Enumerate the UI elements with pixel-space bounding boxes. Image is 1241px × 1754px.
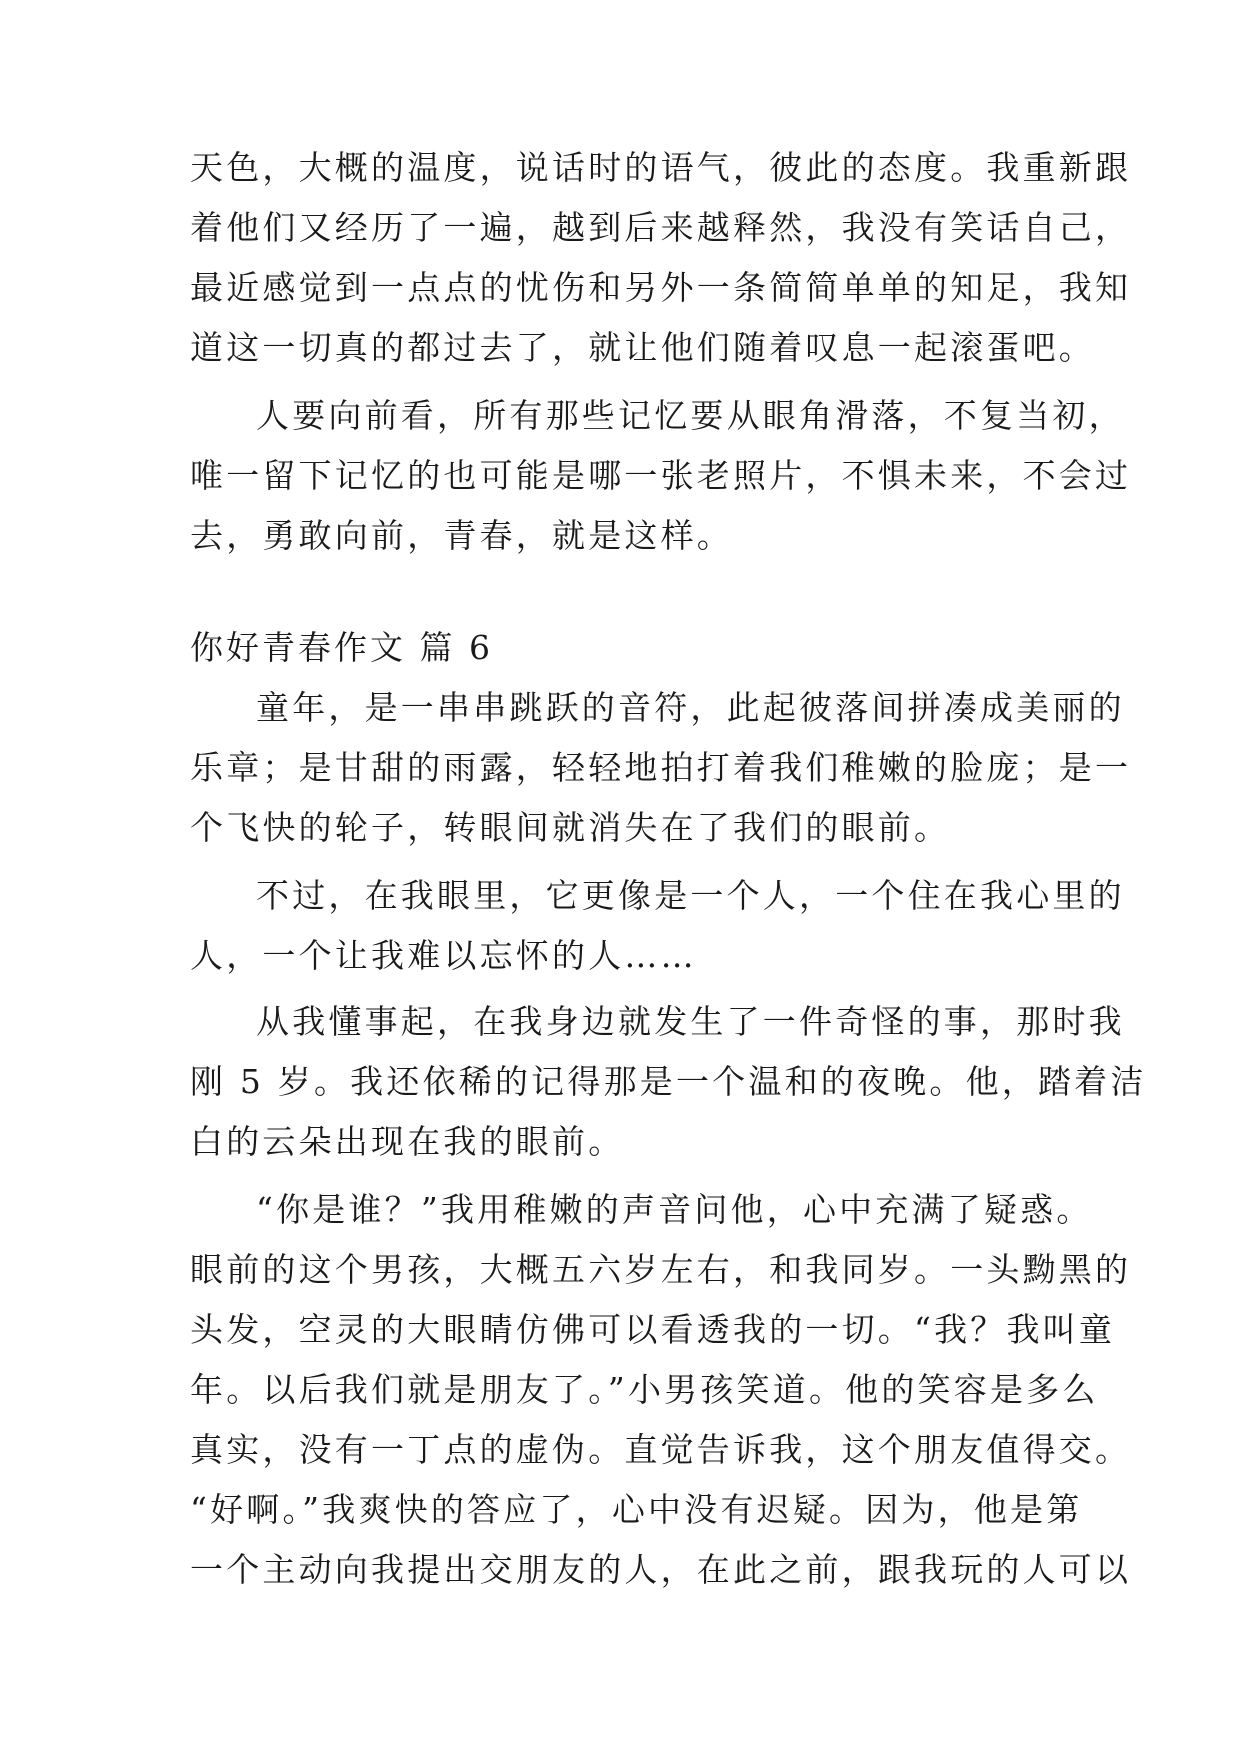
paragraph-line: 个飞快的轮子，转眼间就消失在了我们的眼前。 <box>190 808 951 847</box>
paragraph-line: 唯一留下记忆的也可能是哪一张老照片，不惧未来，不会过 <box>190 456 1132 495</box>
section-heading: 你好青春作文 篇 6 <box>190 628 493 667</box>
paragraph-line: 年。以后我们就是朋友了。”小男孩笑道。他的笑容是多么 <box>190 1370 1099 1409</box>
paragraph-line: 真实，没有一丁点的虚伪。直觉告诉我，这个朋友值得交。 <box>190 1430 1132 1469</box>
paragraph-line: 童年，是一串串跳跃的音符，此起彼落间拼凑成美丽的 <box>256 688 1125 727</box>
paragraph-line: 着他们又经历了一遍，越到后来越释然，我没有笑话自己， <box>190 208 1132 247</box>
paragraph-line: 天色，大概的温度，说话时的语气，彼此的态度。我重新跟 <box>190 148 1132 187</box>
paragraph-line: 不过，在我眼里，它更像是一个人，一个住在我心里的 <box>256 876 1125 915</box>
paragraph-line: 道这一切真的都过去了，就让他们随着叹息一起滚蛋吧。 <box>190 328 1095 367</box>
paragraph-line: 人，一个让我难以忘怀的人…… <box>190 936 697 975</box>
paragraph-line: 白的云朵出现在我的眼前。 <box>190 1122 625 1161</box>
paragraph-line: “好啊。”我爽快的答应了，心中没有迟疑。因为，他是第 <box>190 1490 1083 1529</box>
paragraph-line: 刚 5 岁。我还依稀的记得那是一个温和的夜晚。他，踏着洁 <box>190 1062 1147 1101</box>
paragraph-line: 从我懂事起，在我身边就发生了一件奇怪的事，那时我 <box>256 1002 1125 1041</box>
paragraph-line: 头发，空灵的大眼睛仿佛可以看透我的一切。“我？我叫童 <box>190 1310 1116 1349</box>
paragraph-line: 去，勇敢向前，青春，就是这样。 <box>190 516 733 555</box>
paragraph-line: 人要向前看，所有那些记忆要从眼角滑落，不复当初， <box>256 396 1125 435</box>
paragraph-line: 一个主动向我提出交朋友的人，在此之前，跟我玩的人可以 <box>190 1550 1132 1589</box>
paragraph-line: 最近感觉到一点点的忧伤和另外一条简简单单的知足，我知 <box>190 268 1132 307</box>
paragraph-line: “你是谁？”我用稚嫩的声音问他，心中充满了疑惑。 <box>256 1190 1093 1229</box>
paragraph-line: 乐章；是甘甜的雨露，轻轻地拍打着我们稚嫩的脸庞；是一 <box>190 748 1132 787</box>
paragraph-line: 眼前的这个男孩，大概五六岁左右，和我同岁。一头黝黑的 <box>190 1250 1132 1289</box>
